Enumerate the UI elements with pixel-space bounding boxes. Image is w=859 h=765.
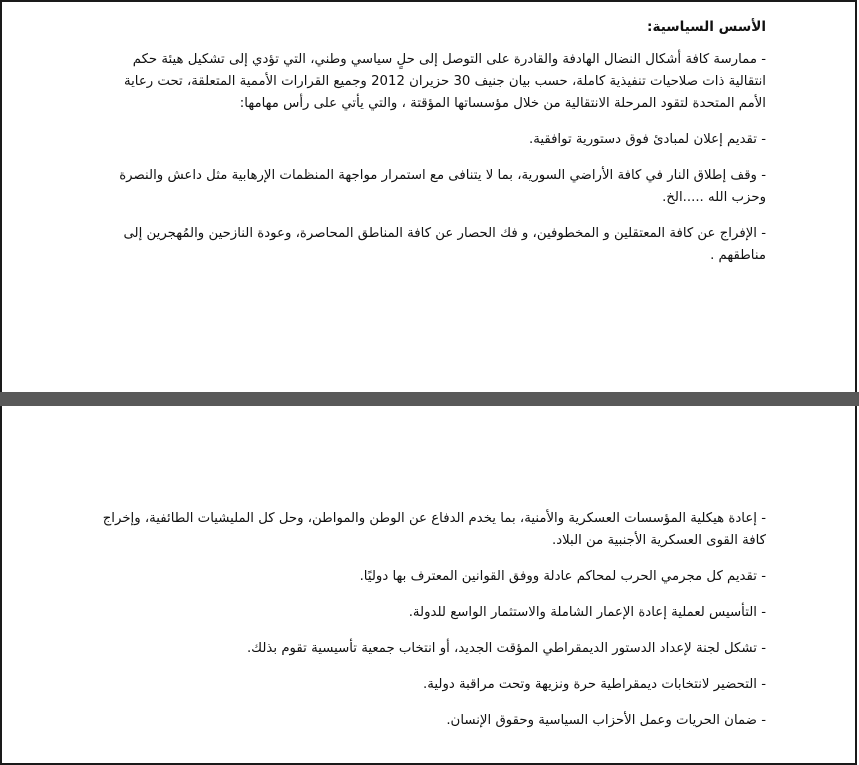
paragraph-constitutional-principles: - تقديم إعلان لمبادئ فوق دستورية توافقية. xyxy=(528,132,766,147)
section-heading: الأسس السياسية: xyxy=(647,19,766,35)
paragraph-release-detainees: - الإفراج عن كافة المعتقلين و المخطوفين، و فك الحصار عن كافة المناطق المحاصرة، وعودة النازحين والمُهجرين إلى مناطقهم . xyxy=(123,226,766,263)
paragraph-transitional-governance: - ممارسة كافة أشكال النضال الهادفة والقادرة على التوصل إلى حلٍ سياسي وطني، التي تؤدي إلى تشكيل هيئة حكم انتقالية ذات صلاحيات تنفيذية كاملة، حسب بيان جنيف 30 حزيران 2012 وجميع القرارات الأممية المتعلقة، تحت رعاية الأمم المتحدة لتقود المرحلة الانتقالية من خلال مؤسساتها المؤقتة ، والتي يأتي على رأس مهامها: xyxy=(123,52,766,111)
paragraph-restructure-military: - إعادة هيكلية المؤسسات العسكرية والأمنية، بما يخدم الدفاع عن الوطن والمواطن، وحل كل المليشيات الطائفية، وإخراج كافة القوى العسكرية الأجنبية من البلاد. xyxy=(102,511,766,548)
document-page-2 xyxy=(0,406,857,765)
page-2-content xyxy=(98,508,766,746)
paragraph-war-criminals: - تقديم كل مجرمي الحرب لمحاكم عادلة ووفق القوانين المعترف بها دوليًا. xyxy=(359,569,766,584)
page-separator xyxy=(0,392,859,406)
paragraph-constitution-committee: - تشكل لجنة لإعداد الدستور الديمقراطي المؤقت الجديد، أو انتخاب جمعية تأسيسية تقوم بذلك. xyxy=(246,641,766,656)
paragraph-ceasefire: - وقف إطلاق النار في كافة الأراضي السورية، بما لا يتنافى مع استمرار مواجهة المنظمات الإرهابية مثل داعش والنصرة وحزب الله .....الخ. xyxy=(119,168,766,205)
paragraph-freedoms: - ضمان الحريات وعمل الأحزاب السياسية وحقوق الإنسان. xyxy=(446,713,766,728)
paragraph-reconstruction: - التأسيس لعملية إعادة الإعمار الشاملة والاستثمار الواسع للدولة. xyxy=(408,605,766,620)
page-1-content xyxy=(98,16,766,281)
paragraph-elections: - التحضير لانتخابات ديمقراطية حرة ونزيهة وتحت مراقبة دولية. xyxy=(423,677,766,692)
